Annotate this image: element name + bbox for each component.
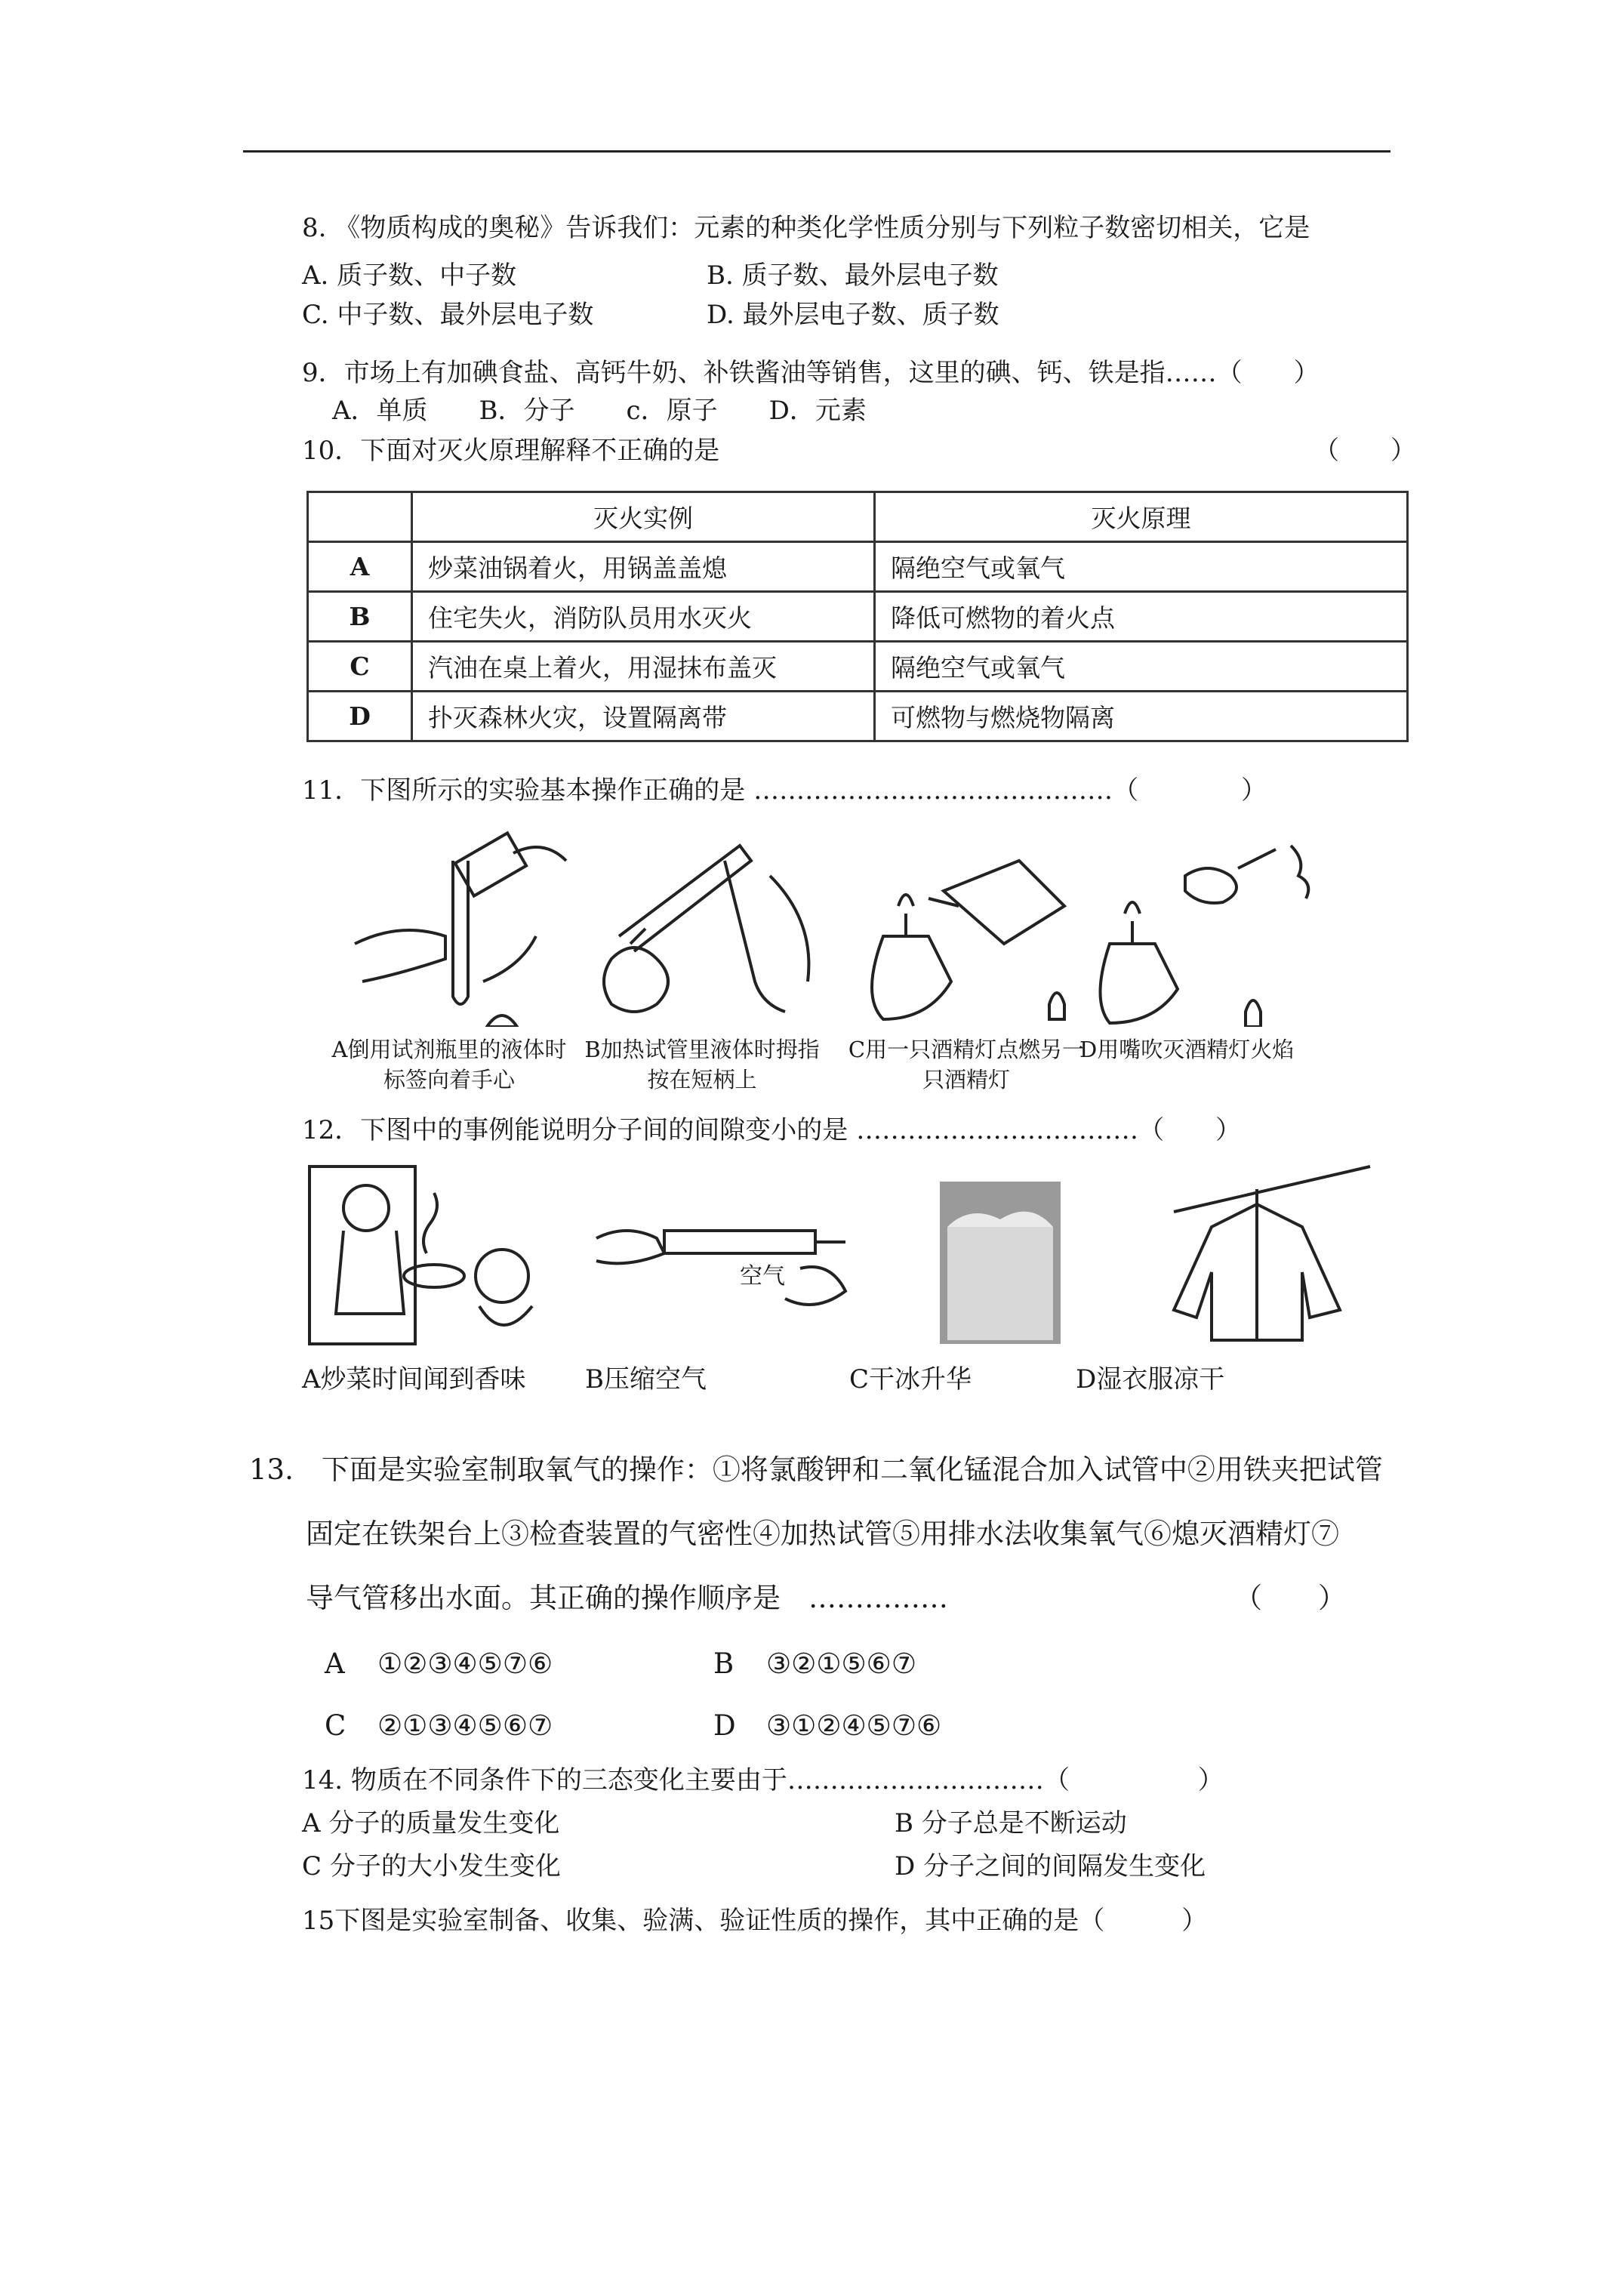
heating-test-tube-illustration xyxy=(589,831,830,1027)
row-example: 炒菜油锅着火，用锅盖盖熄 xyxy=(412,542,875,592)
q13-option-c[interactable]: ②①③④⑤⑥⑦ xyxy=(377,1709,553,1742)
table-row xyxy=(308,692,1408,741)
q8-option-c[interactable]: C. 中子数、最外层电子数 xyxy=(302,300,594,330)
row-key: C xyxy=(308,642,412,692)
q10-stem: 10．下面对灭火原理解释不正确的是 xyxy=(302,436,720,466)
table-row xyxy=(308,592,1408,642)
q11-stem: 11．下图所示的实验基本操作正确的是 ……………………………………（ ） xyxy=(302,775,1267,806)
lamp-lighting-lamp-illustration xyxy=(853,831,1095,1027)
row-key: B xyxy=(308,592,412,642)
q13-option-a-key: A xyxy=(325,1647,345,1680)
q13-line-1: 13. 下面是实验室制取氧气的操作：①将氯酸钾和二氧化锰混合加入试管中②用铁夹把试管 xyxy=(249,1453,1383,1486)
row-key: D xyxy=(308,692,412,741)
fire-principle-table xyxy=(306,491,1409,742)
dry-ice-photo xyxy=(940,1182,1061,1344)
syringe-illustration xyxy=(589,1193,861,1321)
q14-stem: 14. 物质在不同条件下的三态变化主要由于…………………………（ ） xyxy=(302,1765,1224,1795)
wet-clothes-illustration xyxy=(1166,1159,1378,1348)
q8-stem: 8. 《物质构成的奥秘》告诉我们：元素的种类化学性质分别与下列粒子数密切相关，它是 xyxy=(302,213,1310,243)
row-example: 汽油在桌上着火，用湿抹布盖灭 xyxy=(412,642,875,692)
air-label: 空气 xyxy=(740,1263,785,1290)
row-key: A xyxy=(308,542,412,592)
q13-line-3: 导气管移出水面。其正确的操作顺序是 …………… xyxy=(306,1582,948,1614)
q11-caption-b: B加热试管里液体时拇指按在短柄上 xyxy=(584,1037,820,1093)
cooking-smell-illustration xyxy=(306,1163,547,1351)
row-principle: 隔绝空气或氧气 xyxy=(875,642,1408,692)
q13-option-d[interactable]: ③①②④⑤⑦⑥ xyxy=(766,1709,942,1742)
q12-caption-a: A炒菜时间闻到香味 xyxy=(302,1364,526,1395)
row-principle: 可燃物与燃烧物隔离 xyxy=(875,692,1408,741)
q8-option-a[interactable]: A. 质子数、中子数 xyxy=(302,260,517,291)
q13-option-b-key: B xyxy=(713,1647,735,1680)
q11-caption-c: C用一只酒精灯点燃另一只酒精灯 xyxy=(848,1037,1085,1093)
q13-line-2: 固定在铁架台上③检查装置的气密性④加热试管⑤用排水法收集氧气⑥熄灭酒精灯⑦ xyxy=(306,1518,1339,1550)
q12-caption-b: B压缩空气 xyxy=(585,1364,707,1395)
table-header-example: 灭火实例 xyxy=(412,492,875,542)
q14-option-c[interactable]: C 分子的大小发生变化 xyxy=(302,1851,561,1881)
table-header-key xyxy=(308,492,412,542)
q8-option-d[interactable]: D. 最外层电子数、质子数 xyxy=(707,300,999,330)
pouring-reagent-illustration xyxy=(340,831,581,1027)
q14-option-a[interactable]: A 分子的质量发生变化 xyxy=(302,1808,560,1838)
q10-answer-bracket[interactable]: （ ） xyxy=(1313,436,1416,466)
q11-caption-a: A倒用试剂瓶里的液体时标签向着手心 xyxy=(331,1037,567,1093)
q13-option-c-key: C xyxy=(325,1709,346,1742)
table-header-row xyxy=(308,492,1408,542)
q13-option-b[interactable]: ③②①⑤⑥⑦ xyxy=(766,1647,917,1680)
q12-caption-c: C干冰升华 xyxy=(849,1364,972,1395)
q12-caption-d: D湿衣服凉干 xyxy=(1076,1364,1225,1395)
row-example: 住宅失火，消防队员用水灭火 xyxy=(412,592,875,642)
q13-answer-bracket[interactable]: （ ） xyxy=(1234,1582,1346,1614)
table-row xyxy=(308,642,1408,692)
header-rule xyxy=(243,150,1390,153)
row-principle: 隔绝空气或氧气 xyxy=(875,542,1408,592)
q14-option-d[interactable]: D 分子之间的间隔发生变化 xyxy=(895,1851,1206,1881)
blowing-lamp-illustration xyxy=(1095,831,1336,1027)
table-header-principle: 灭火原理 xyxy=(875,492,1408,542)
q8-option-b[interactable]: B. 质子数、最外层电子数 xyxy=(707,260,999,291)
q13-option-d-key: D xyxy=(713,1709,736,1742)
q11-caption-d: D用嘴吹灭酒精灯火焰 xyxy=(1079,1037,1295,1062)
q13-option-a[interactable]: ①②③④⑤⑦⑥ xyxy=(377,1647,553,1680)
q15-stem: 15下图是实验室制备、收集、验满、验证性质的操作，其中正确的是（ ） xyxy=(302,1906,1208,1936)
q9-options[interactable]: A．单质 B．分子 c．原子 D．元素 xyxy=(332,396,867,426)
row-example: 扑灭森林火灾，设置隔离带 xyxy=(412,692,875,741)
q12-stem: 12．下图中的事例能说明分子间的间隙变小的是 ……………………………（ ） xyxy=(302,1115,1242,1145)
row-principle: 降低可燃物的着火点 xyxy=(875,592,1408,642)
q9-stem: 9．市场上有加碘食盐、高钙牛奶、补铁酱油等销售，这里的碘、钙、铁是指……（ ） xyxy=(302,358,1320,388)
q14-option-b[interactable]: B 分子总是不断运动 xyxy=(895,1808,1127,1838)
table-row xyxy=(308,542,1408,592)
